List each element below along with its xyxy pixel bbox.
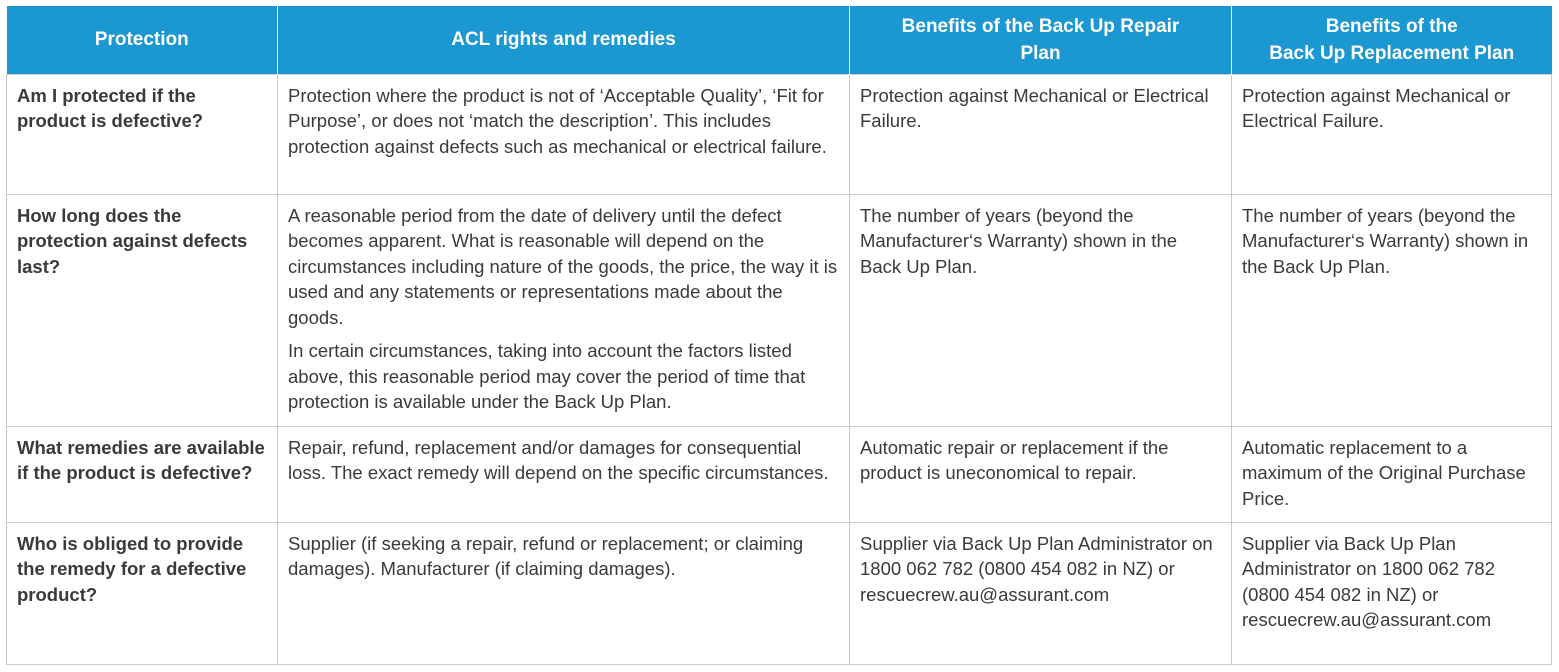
repair-plan-cell: Automatic repair or replacement if the product is uneconomical to repair.	[850, 426, 1232, 522]
table-header-row	[7, 6, 1552, 74]
table-row	[7, 194, 1552, 426]
acl-cell	[278, 426, 850, 522]
question-cell: How long does the protection against defects last?	[7, 194, 278, 426]
acl-cell	[278, 194, 850, 426]
question-cell: Am I protected if the product is defective?	[7, 74, 278, 194]
acl-paragraph: A reasonable period from the date of delivery until the defect becomes apparent. What is reasonable will depend on the circumstances including nature of the goods, the price, the way it is used and any statements or representations made about the goods.	[288, 204, 838, 328]
question-cell: What remedies are available if the product is defective?	[7, 426, 278, 522]
acl-paragraph: Protection where the product is not of ‘Acceptable Quality’, ‘Fit for Purpose’, or does not ‘match the description’. This includes protection against defects such as mechanical or electrical failure.	[288, 84, 827, 157]
repair-plan-cell: Supplier via Back Up Plan Administrator on 1800 062 782 (0800 454 082 in NZ) or rescuecrew.au@assurant.com	[850, 522, 1232, 664]
acl-paragraph: Repair, refund, replacement and/or damages for consequential loss. The exact remedy will depend on the specific circumstances.	[288, 436, 829, 483]
table-row	[7, 74, 1552, 194]
acl-cell	[278, 74, 850, 194]
header-protection: Protection	[7, 6, 278, 74]
replacement-plan-cell: Protection against Mechanical or Electrical Failure.	[1232, 74, 1552, 194]
table-row	[7, 426, 1552, 522]
header-acl-rights: ACL rights and remedies	[278, 6, 850, 74]
table-row	[7, 522, 1552, 664]
acl-paragraph: In certain circumstances, taking into account the factors listed above, this reasonable period may cover the period of time that protection is available under the Back Up Plan.	[288, 340, 806, 412]
replacement-plan-cell: The number of years (beyond the Manufacturer‘s Warranty) shown in the Back Up Plan.	[1232, 194, 1552, 426]
header-replacement-plan: Benefits of the Back Up Replacement Plan	[1232, 6, 1552, 74]
acl-cell	[278, 522, 850, 664]
replacement-plan-cell: Automatic replacement to a maximum of the Original Purchase Price.	[1232, 426, 1552, 522]
comparison-table-container	[6, 6, 1551, 665]
header-repair-plan: Benefits of the Back Up Repair Plan	[850, 6, 1232, 74]
protection-comparison-table	[6, 6, 1552, 665]
acl-paragraph: Supplier (if seeking a repair, refund or replacement; or claiming damages). Manufacturer (if claiming damages).	[288, 532, 804, 579]
repair-plan-cell: The number of years (beyond the Manufacturer‘s Warranty) shown in the Back Up Plan.	[850, 194, 1232, 426]
question-cell: Who is obliged to provide the remedy for a defective product?	[7, 522, 278, 664]
replacement-plan-cell: Supplier via Back Up Plan Administrator on 1800 062 782 (0800 454 082 in NZ) or rescuecrew.au@assurant.com	[1232, 522, 1552, 664]
repair-plan-cell: Protection against Mechanical or Electrical Failure.	[850, 74, 1232, 194]
